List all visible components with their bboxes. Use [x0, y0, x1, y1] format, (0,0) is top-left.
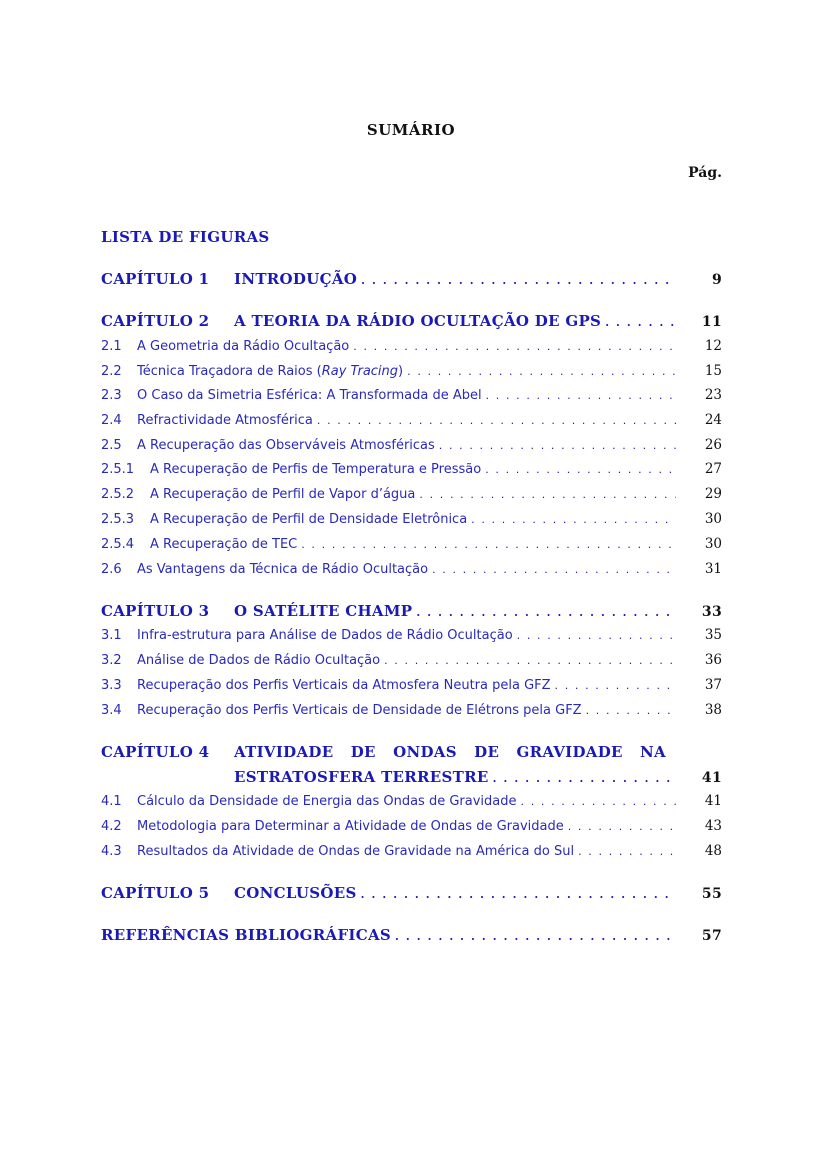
- toc-chapter-1[interactable]: [101, 270, 722, 290]
- page-number: 31: [704, 561, 722, 577]
- toc-chapter-4[interactable]: [101, 743, 722, 763]
- toc-section-2-5[interactable]: [101, 437, 722, 457]
- toc-section-3-2[interactable]: [101, 652, 722, 672]
- toc-section-3-4[interactable]: [101, 702, 722, 722]
- section-number: 2.3: [101, 388, 122, 403]
- page-number: 23: [704, 387, 722, 403]
- page-number: 24: [704, 412, 722, 428]
- section-title: As Vantagens da Técnica de Rádio Ocultação: [137, 562, 429, 577]
- dot-leader: [301, 538, 676, 551]
- section-number: 2.5.4: [101, 537, 135, 552]
- section-number: 2.5.1: [101, 462, 135, 477]
- page-number: 43: [704, 818, 722, 834]
- chapter-title: INTRODUÇÃO: [234, 270, 358, 288]
- toc-section-3-1[interactable]: [101, 627, 722, 647]
- section-number: 3.2: [101, 653, 122, 668]
- section-title: A Recuperação de TEC: [150, 537, 298, 552]
- toc-section-2-2[interactable]: [101, 363, 722, 383]
- chapter-number: CAPÍTULO 5: [101, 884, 210, 902]
- page-number: 33: [701, 604, 722, 620]
- section-title: Metodologia para Determinar a Atividade de Ondas de Gravidade: [137, 819, 564, 834]
- dot-leader: [416, 606, 676, 619]
- section-number: 2.5.2: [101, 487, 135, 502]
- page-number: 48: [704, 843, 722, 859]
- page-number: 57: [701, 928, 722, 944]
- toc-chapter-5[interactable]: [101, 884, 722, 904]
- page-number: 26: [704, 437, 722, 453]
- section-number: 2.6: [101, 562, 122, 577]
- dot-leader: [353, 340, 676, 353]
- toc-chapter-3[interactable]: [101, 602, 722, 622]
- section-title: Resultados da Atividade de Ondas de Gravidade na América do Sul: [137, 844, 575, 859]
- page-number: 29: [704, 486, 722, 502]
- chapter-number: CAPÍTULO 4: [101, 743, 210, 761]
- page-number: 30: [704, 536, 722, 552]
- section-title: A Geometria da Rádio Ocultação: [137, 339, 350, 354]
- dot-leader: [605, 316, 676, 329]
- toc-section-4-3[interactable]: [101, 843, 722, 863]
- toc-section-4-1[interactable]: [101, 793, 722, 813]
- toc-section-2-4[interactable]: [101, 412, 722, 432]
- page-number: 12: [704, 338, 722, 354]
- dot-leader: [521, 795, 677, 808]
- section-title: Análise de Dados de Rádio Ocultação: [137, 653, 381, 668]
- page-number: 9: [711, 272, 722, 288]
- dot-leader: [485, 463, 676, 476]
- section-number: 3.1: [101, 628, 122, 643]
- toc-section-2-5-3[interactable]: [101, 511, 722, 531]
- section-number: 4.3: [101, 844, 122, 859]
- page-number: 30: [704, 511, 722, 527]
- toc-section-2-6[interactable]: [101, 561, 722, 581]
- section-title: Recuperação dos Perfis Verticais da Atmosfera Neutra pela GFZ: [137, 678, 551, 693]
- section-title: O Caso da Simetria Esférica: A Transformada de Abel: [137, 388, 482, 403]
- section-number: 2.4: [101, 413, 122, 428]
- dot-leader: [486, 389, 676, 402]
- chapter-title-line-2: ESTRATOSFERA TERRESTRE: [234, 768, 489, 786]
- section-number: 4.2: [101, 819, 122, 834]
- dot-leader: [493, 772, 676, 785]
- dot-leader: [407, 365, 676, 378]
- section-number: 4.1: [101, 794, 122, 809]
- section-number: 2.2: [101, 364, 122, 379]
- section-number: 3.4: [101, 703, 122, 718]
- chapter-title: O SATÉLITE CHAMP: [234, 602, 413, 620]
- dot-leader: [471, 513, 676, 526]
- page-number: 11: [701, 314, 722, 330]
- section-title: A Recuperação de Perfil de Densidade Eletrônica: [150, 512, 468, 527]
- toc-references[interactable]: [101, 926, 722, 946]
- page-column-label: Pág.: [688, 165, 722, 181]
- page-number: 15: [704, 363, 722, 379]
- section-title: A Recuperação de Perfil de Vapor d’água: [150, 487, 416, 502]
- toc-section-2-5-1[interactable]: [101, 461, 722, 481]
- toc-section-2-1[interactable]: [101, 338, 722, 358]
- page-title: SUMÁRIO: [366, 121, 456, 139]
- dot-leader: [578, 845, 676, 858]
- dot-leader: [517, 629, 676, 642]
- dot-leader: [568, 820, 676, 833]
- page-number: 27: [704, 461, 722, 477]
- dot-leader: [586, 704, 676, 717]
- dot-leader: [555, 679, 676, 692]
- section-number: 3.3: [101, 678, 122, 693]
- dot-leader: [384, 654, 676, 667]
- chapter-title: CONCLUSÕES: [234, 884, 357, 902]
- page-number: 38: [704, 702, 722, 718]
- toc-link-list-of-figures[interactable]: LISTA DE FIGURAS: [101, 228, 270, 246]
- page-number: 35: [704, 627, 722, 643]
- chapter-title-line-1: ATIVIDADE DE ONDAS DE GRAVIDADE NA: [234, 743, 666, 761]
- chapter-number: CAPÍTULO 3: [101, 602, 210, 620]
- section-number: 2.1: [101, 339, 122, 354]
- chapter-number: CAPÍTULO 1: [101, 270, 210, 288]
- chapter-title: A TEORIA DA RÁDIO OCULTAÇÃO DE GPS: [234, 312, 602, 330]
- section-title: A Recuperação de Perfis de Temperatura e Pressão: [150, 462, 482, 477]
- toc-section-2-5-2[interactable]: [101, 486, 722, 506]
- dot-leader: [439, 439, 676, 452]
- section-title: Refractividade Atmosférica: [137, 413, 313, 428]
- dot-leader: [395, 930, 676, 943]
- page-number: 36: [704, 652, 722, 668]
- section-title: Cálculo da Densidade de Energia das Ondas de Gravidade: [137, 794, 517, 809]
- dot-leader: [419, 488, 676, 501]
- toc-chapter-4-line-2[interactable]: [234, 768, 722, 788]
- page-number: 41: [704, 793, 722, 809]
- toc-section-3-3[interactable]: [101, 677, 722, 697]
- toc-section-2-3[interactable]: [101, 387, 722, 407]
- dot-leader: [432, 563, 676, 576]
- dot-leader: [361, 274, 676, 287]
- dot-leader: [317, 414, 676, 427]
- toc-chapter-2[interactable]: [101, 312, 722, 332]
- section-number: 2.5: [101, 438, 122, 453]
- references-title: REFERÊNCIAS BIBLIOGRÁFICAS: [101, 926, 392, 944]
- section-title: Técnica Traçadora de Raios (Ray Tracing): [137, 364, 404, 379]
- dot-leader: [361, 888, 676, 901]
- page-number: 55: [701, 886, 722, 902]
- section-number: 2.5.3: [101, 512, 135, 527]
- section-title: Recuperação dos Perfis Verticais de Densidade de Elétrons pela GFZ: [137, 703, 582, 718]
- toc-section-2-5-4[interactable]: [101, 536, 722, 556]
- chapter-number: CAPÍTULO 2: [101, 312, 210, 330]
- section-title: Infra-estrutura para Análise de Dados de Rádio Ocultação: [137, 628, 513, 643]
- toc-section-4-2[interactable]: [101, 818, 722, 838]
- page-number: 41: [701, 770, 722, 786]
- page-number: 37: [704, 677, 722, 693]
- section-title: A Recuperação das Observáveis Atmosféricas: [137, 438, 435, 453]
